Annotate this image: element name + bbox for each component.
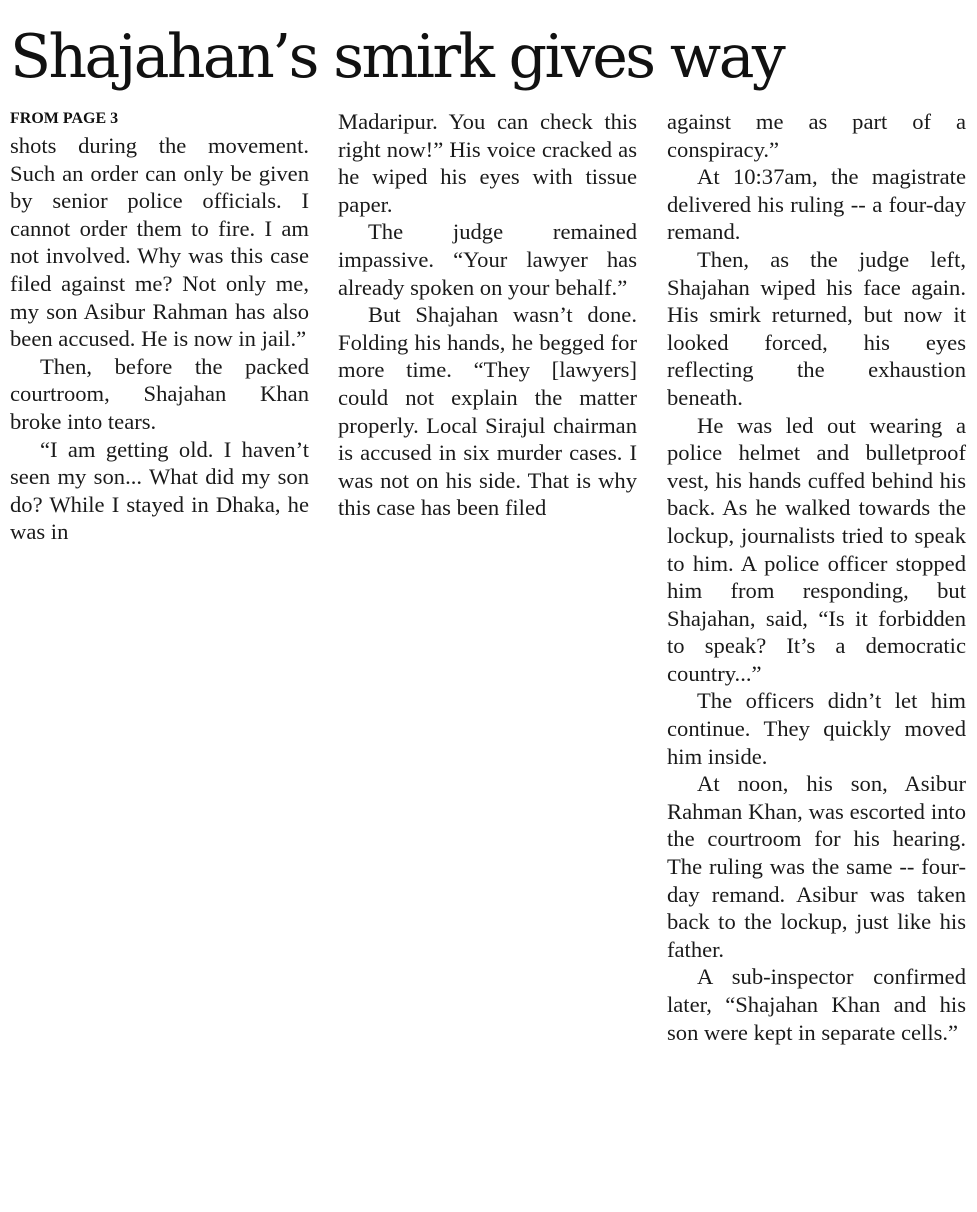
paragraph: But Shajahan wasn’t done. Folding his hands, he begged for more time. “They [lawyers] could not explain the matter properly. Local Sirajul chairman is accused in six murder cases. I was not on his side. That is why this case has been filed (338, 302, 637, 521)
paragraph: shots during the movement. Such an order can only be given by senior police officials. I cannot order them to fire. I am not involved. Why was this case filed against me? Not only me, my son Asibur Rahman has also been accused. He is now in jail.” (10, 133, 309, 352)
paragraph: The officers didn’t let him continue. They quickly moved him inside. (667, 688, 966, 769)
paragraph: Then, as the judge left, Shajahan wiped his face again. His smirk returned, but now it looked forced, his eyes reflecting the exhaustion beneath. (667, 246, 966, 410)
paragraph: The judge remained impassive. “Your lawyer has already spoken on your behalf.” (338, 219, 637, 300)
paragraph: against me as part of a conspiracy.” (667, 109, 966, 162)
paragraph: Then, before the packed courtroom, Shajahan Khan broke into tears. (10, 353, 309, 434)
paragraph: At noon, his son, Asibur Rahman Khan, was escorted into the courtroom for his hearing. The ruling was the same -- four-day remand. Asibur was taken back to the lockup, just like his father. (667, 771, 966, 962)
article-column-1 (10, 132, 309, 546)
paragraph: At 10:37am, the magistrate delivered his ruling -- a four-day remand. (667, 164, 966, 245)
paragraph: He was led out wearing a police helmet and bulletproof vest, his hands cuffed behind his back. As he walked towards the lockup, journalists tried to speak to him. A police officer stopped him from responding, but Shajahan, said, “Is it forbidden to speak? It’s a democratic country...” (667, 412, 966, 686)
article-column-2 (338, 108, 637, 522)
paragraph: Madaripur. You can check this right now!” His voice cracked as he wiped his eyes with tissue paper. (338, 109, 637, 217)
paragraph: A sub-inspector confirmed later, “Shajahan Khan and his son were kept in separate cells.” (667, 964, 966, 1045)
article-column-3 (667, 108, 966, 1046)
continuation-kicker: FROM PAGE 3 (10, 110, 119, 127)
paragraph: “I am getting old. I haven’t seen my son... What did my son do? While I stayed in Dhaka, he was in (10, 436, 309, 545)
headline: Shajahan’s smirk gives way (10, 22, 784, 92)
